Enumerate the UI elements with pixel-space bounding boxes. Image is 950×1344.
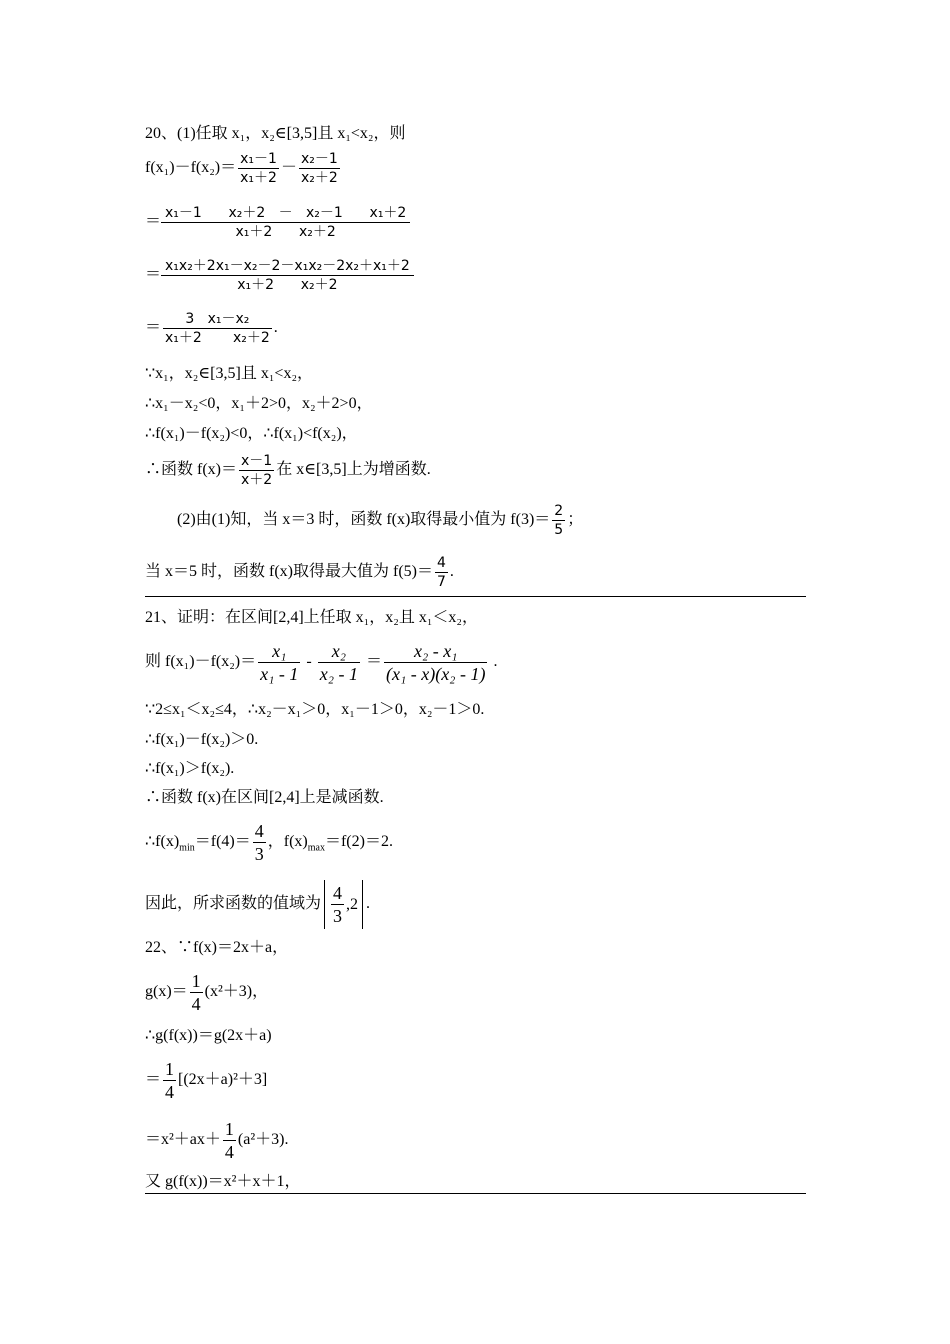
frac-den: x₁＋2	[240, 170, 277, 186]
frac-den: 3	[254, 844, 264, 864]
frac-num: 1	[191, 971, 201, 991]
p21-l2-frac1	[258, 640, 300, 685]
frac-num: x₂－1	[300, 151, 338, 167]
text: ＝x²＋ax＋	[145, 1131, 221, 1149]
frac-den: (x₁ - x)(x₂ - 1)	[385, 664, 486, 684]
text: ，f(x)	[267, 833, 308, 851]
p21-line7	[145, 820, 393, 865]
frac-num: x₁x₂＋2x₁－x₂－2－x₁x₂－2x₂＋x₁＋2	[165, 258, 410, 274]
p20-l2-lhs: f(x₁)－f(x₂)＝	[145, 159, 237, 177]
frac-den: x₁＋2 x₂＋2	[161, 222, 410, 241]
text: ∴f(x)	[145, 833, 180, 851]
p21-l2-frac2	[318, 640, 360, 685]
p21-line2: 则 f(x₁)－f(x₂)＝ $\frac{\text{x₁}}{\text{x₁ - 1}}$ - $\frac{\text{x₂}}{\text{x₂ - 1}}$ ＝ $\frac{\text{x₂ - x₁}}{\text{(x₁ - x)(x₂ - 1)}}$ .	[145, 641, 498, 684]
frac-den: 5	[554, 522, 564, 538]
p22-line1: 22、∵f(x)＝2x＋a，	[145, 939, 289, 956]
p21-line4: ∴f(x₁)－f(x₂)＞0.	[145, 731, 259, 748]
text: ＝f(4)＝	[194, 833, 251, 851]
text: ,2	[346, 895, 359, 913]
p22-line6: 又 g(f(x))＝x²＋x＋1，	[145, 1173, 301, 1190]
frac-den: x₁＋2 x₂＋2	[161, 275, 414, 294]
p21-line6: ∴函数 f(x)在区间[2,4]上是减函数.	[145, 789, 384, 806]
frac-den: x₁ - 1	[260, 664, 299, 684]
p22-line3: ∴g(f(x))＝g(2x＋a)	[145, 1027, 272, 1044]
p20-l2-frac2	[299, 150, 340, 187]
text: .	[366, 895, 371, 913]
p20-l3-frac	[163, 204, 408, 241]
frac-den: x₂＋2	[300, 170, 338, 186]
frac-num: x₁	[272, 641, 287, 661]
text: 因此，所求函数的值域为	[145, 895, 322, 913]
p21-line1: 21、证明：在区间[2,4]上任取 x₁，x₂且 x₁＜x₂，	[145, 609, 478, 626]
text: (x²＋3)，	[204, 983, 269, 1001]
frac-den: 7	[436, 574, 446, 590]
p21-line8	[145, 880, 370, 929]
p21-line5: ∴f(x₁)＞f(x₂).	[145, 760, 235, 777]
p20-l5-frac	[163, 310, 272, 347]
p20-line9	[145, 452, 431, 489]
p21-l2-frac3	[384, 640, 487, 685]
interval-bracket	[324, 880, 363, 929]
text: [(2x＋a)²＋3]	[178, 1071, 268, 1089]
text: (2)由(1)知，当 x＝3 时，函数 f(x)取得最小值为 f(3)＝	[177, 511, 551, 529]
frac-num: 4	[333, 883, 343, 903]
text: 在 x∈[3,5]上为增函数.	[276, 461, 431, 479]
frac-num: x₁－1 x₂＋2 － x₂－1 x₁＋2	[165, 205, 407, 221]
p20-line2: f(x₁)－f(x₂)＝ $\frac{\text{x₁－1}}{\text{x₁＋2}}$ － $\frac{\text{x₂－1}}{\text{x₂＋2}}$	[145, 151, 338, 186]
frac-num: 1	[224, 1119, 234, 1139]
p21-l7-frac	[253, 820, 266, 865]
text: ＝	[145, 1071, 162, 1089]
frac-den: 4	[191, 994, 201, 1014]
text: 则 f(x₁)－f(x₂)＝	[145, 653, 257, 671]
p20-l4-frac	[163, 257, 412, 294]
p22-line4	[145, 1058, 267, 1103]
p20-line3: ＝ $\frac{\text{x₁－1 x₂＋2 － x₂－1 x₁＋2}}{\text{x₁＋2 x₂＋2}}$	[145, 204, 410, 241]
frac-den: x₂ - 1	[319, 664, 358, 684]
p20-l2-frac1	[238, 150, 279, 187]
text: 当 x＝5 时，函数 f(x)取得最大值为 f(5)＝	[145, 563, 433, 581]
subscript: max	[307, 842, 325, 854]
text: ；	[567, 511, 584, 529]
p22-line2	[145, 970, 268, 1015]
frac-num: 1	[165, 1059, 175, 1079]
p20-line8: ∴f(x₁)－f(x₂)<0，∴f(x₁)<f(x₂)，	[145, 425, 358, 442]
p20-l11-frac	[435, 554, 448, 591]
text: ＝f(2)＝2.	[324, 833, 393, 851]
frac-num: x₂ - x₁	[413, 641, 458, 661]
frac-den: x＋2	[241, 472, 273, 488]
frac-num: 4	[436, 555, 446, 571]
text: g(x)＝	[145, 983, 188, 1001]
p22-l5-frac	[223, 1118, 236, 1163]
text: (a²＋3).	[237, 1131, 289, 1149]
p20-line11	[145, 554, 454, 591]
section-divider	[145, 596, 806, 597]
frac-den: x₁＋2 x₂＋2	[165, 330, 270, 346]
p20-line1: 20、(1)任取 x₁，x₂∈[3,5]且 x₁<x₂，则	[145, 125, 406, 142]
text: .	[449, 563, 454, 581]
section-divider	[145, 1193, 806, 1194]
p20-l9-frac	[239, 452, 274, 489]
text: ∴函数 f(x)＝	[145, 461, 237, 479]
frac-num: x－1	[241, 453, 273, 469]
p21-line3: ∵2≤x₁＜x₂≤4，∴x₂－x₁＞0，x₁－1＞0，x₂－1＞0.	[145, 701, 485, 718]
p20-line4: ＝ $\frac{\text{x₁x₂＋2x₁－x₂－2－x₁x₂－2x₂＋x₁＋2}}{\text{x₁＋2 x₂＋2}}$	[145, 257, 414, 294]
frac-num: 3 x₁－x₂	[185, 311, 250, 327]
frac-den: 4	[165, 1082, 175, 1102]
frac-den: 3	[333, 906, 343, 926]
p20-line5: ＝ $\frac{\text{3 x₁－x₂}}{\text{x₁＋2 x₂＋2}}$ .	[145, 311, 278, 346]
frac-num: 2	[554, 503, 564, 519]
p22-line5	[145, 1118, 288, 1163]
p20-line7: ∴x₁－x₂<0，x₁＋2>0，x₂＋2>0，	[145, 395, 373, 412]
frac-num: 4	[254, 821, 264, 841]
p20-line10	[177, 502, 583, 539]
p21-l8-frac	[331, 882, 344, 927]
p22-l4-frac	[163, 1058, 176, 1103]
p22-l2-frac	[190, 970, 203, 1015]
p20-line6: ∵x₁，x₂∈[3,5]且 x₁<x₂，	[145, 365, 314, 382]
p20-l10-frac	[552, 502, 565, 539]
frac-num: x₁－1	[240, 151, 277, 167]
frac-den: 4	[224, 1142, 234, 1162]
frac-num: x₂	[331, 641, 346, 661]
subscript: min	[179, 842, 195, 854]
